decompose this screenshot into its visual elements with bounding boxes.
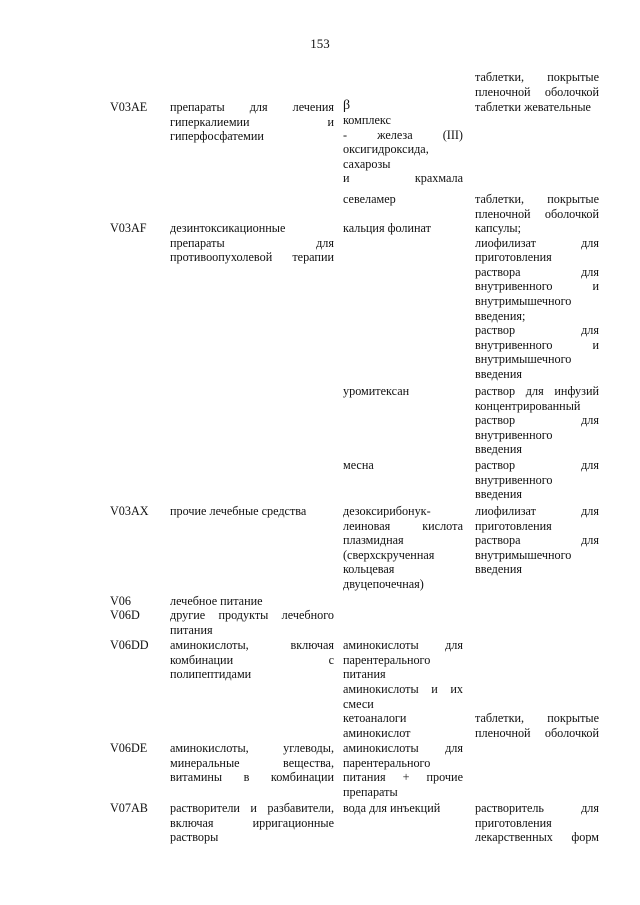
text-line: раствора для: [475, 264, 599, 279]
text-line: растворы: [170, 830, 219, 845]
drug-name-sevelamer: севеламер: [343, 192, 396, 206]
dosage-forms-water-for-injection: [475, 801, 599, 845]
dosage-forms-deoxyribonucleic-acid: [475, 504, 599, 577]
drug-name-amino-acids-mixtures: [343, 682, 463, 711]
atc-code-v06de: V06DE: [110, 741, 148, 755]
text-line: и крахмала: [343, 171, 463, 186]
text-line: внутривенного и: [475, 337, 599, 352]
text-line: раствор для: [475, 458, 599, 472]
text-line: леиновая кислота: [343, 518, 463, 533]
text-line: введения: [475, 366, 522, 381]
text-line: приготовления: [475, 815, 552, 830]
text-line: введения;: [475, 308, 526, 323]
text-line: двуцепочечная): [343, 576, 424, 591]
text-line: капсулы;: [475, 221, 521, 235]
top-dosage-form: [475, 70, 599, 99]
text-line: внутримышечного: [475, 293, 572, 308]
text-line: комплекс: [343, 113, 391, 127]
atc-code-v03ax: V03AX: [110, 504, 149, 518]
text-line: введения: [475, 562, 522, 577]
text-line: витамины в комбинации: [170, 770, 334, 785]
text-line: питания: [343, 667, 386, 682]
text-line: препараты: [343, 784, 398, 799]
text-line: внутривенного и: [475, 279, 599, 294]
atc-group-v03ae: [170, 100, 334, 144]
drug-name-mesna: месна: [343, 458, 374, 472]
atc-code-v03ae: V03AE: [110, 100, 148, 114]
text-line: полипептидами: [170, 667, 252, 682]
text-line: концентрированный: [475, 398, 581, 413]
text-line: растворители и разбавители,: [170, 801, 334, 815]
text-line: лиофилизат для: [475, 235, 599, 250]
text-line: пленочной оболочкой: [475, 206, 599, 221]
text-line: аминокислоты для: [343, 741, 463, 755]
atc-code-v03af: V03AF: [110, 221, 147, 235]
text-line: таблетки, покрытые: [475, 70, 599, 84]
text-line: включая ирригационные: [170, 815, 334, 830]
text-line: минеральные вещества,: [170, 755, 334, 770]
atc-code-v07ab: V07AB: [110, 801, 148, 815]
text-line: препараты для: [170, 235, 334, 250]
text-line: препараты для лечения: [170, 100, 334, 114]
dosage-forms-mesna: [475, 458, 599, 502]
text-line: введения: [475, 487, 522, 502]
text-line: раствор для: [475, 323, 599, 338]
drug-name-amino-acids-parenteral: [343, 638, 463, 682]
text-line: приготовления: [475, 518, 552, 533]
text-line: питания: [170, 622, 213, 637]
text-line: другие продукты лечебного: [170, 608, 334, 622]
drug-name-uromitexan: уромитексан: [343, 384, 410, 398]
text-line: β: [343, 98, 351, 113]
text-line: аминокислоты, включая: [170, 638, 334, 652]
text-line: раствора для: [475, 533, 599, 548]
text-line: (сверхскрученная: [343, 547, 435, 562]
text-line: внутривенного: [475, 472, 553, 487]
drug-name-amino-acids-combination: [343, 741, 463, 799]
text-line: внутримышечного: [475, 352, 572, 367]
drug-name-iron-complex: [343, 98, 463, 186]
dosage-form-sevelamer: [475, 192, 599, 221]
dosage-forms-calcium-folinate: [475, 221, 599, 382]
drug-name-ketoanalogues: [343, 711, 463, 740]
text-line: аминокислоты для: [343, 638, 463, 652]
drug-name-deoxyribonucleic-acid: [343, 504, 463, 592]
dosage-form-chewable: таблетки жевательные: [475, 100, 591, 114]
text-line: раствор для: [475, 413, 599, 428]
text-line: питания + прочие: [343, 770, 463, 785]
text-line: оксигидроксида,: [343, 142, 429, 157]
text-line: дезоксирибонук-: [343, 504, 431, 518]
text-line: таблетки, покрытые: [475, 711, 599, 725]
dosage-form-ketoanalogues: [475, 711, 599, 740]
atc-group-v06: лечебное питание: [170, 594, 263, 608]
text-line: - железа (III): [343, 127, 463, 142]
text-line: лекарственных форм: [475, 830, 599, 845]
text-line: пленочной оболочкой: [475, 725, 599, 740]
text-line: гиперкалиемии и: [170, 114, 334, 129]
text-line: плазмидная: [343, 533, 404, 548]
atc-group-v07ab: [170, 801, 334, 845]
text-line: введения: [475, 442, 522, 457]
drug-name-water-for-injection: вода для инъекций: [343, 801, 441, 815]
text-line: аминокислот: [343, 725, 411, 740]
text-line: парентерального: [343, 755, 431, 770]
text-line: аминокислоты, углеводы,: [170, 741, 334, 755]
text-line: внутривенного: [475, 427, 553, 442]
dosage-forms-uromitexan: [475, 384, 599, 457]
drug-name-calcium-folinate: кальция фолинат: [343, 221, 431, 235]
text-line: сахарозы: [343, 156, 391, 171]
text-line: кетоаналоги: [343, 711, 407, 725]
text-line: комбинации с: [170, 652, 334, 667]
text-line: дезинтоксикационные: [170, 221, 286, 235]
atc-group-v03af: [170, 221, 334, 265]
atc-code-v06d: V06D: [110, 608, 140, 622]
atc-code-v06dd: V06DD: [110, 638, 149, 652]
atc-code-v06: V06: [110, 594, 131, 608]
atc-group-v06d: [170, 608, 334, 637]
text-line: аминокислоты и их: [343, 682, 463, 696]
text-line: растворитель для: [475, 801, 599, 815]
text-line: внутримышечного: [475, 547, 572, 562]
text-line: кольцевая: [343, 562, 395, 577]
atc-group-v06de: [170, 741, 334, 785]
text-line: смеси: [343, 696, 374, 711]
page-number: 153: [310, 36, 330, 51]
text-line: пленочной оболочкой: [475, 84, 599, 99]
text-line: таблетки, покрытые: [475, 192, 599, 206]
text-line: приготовления: [475, 250, 552, 265]
text-line: противоопухолевой терапии: [170, 250, 334, 265]
text-line: парентерального: [343, 652, 431, 667]
text-line: раствор для инфузий: [475, 384, 599, 398]
text-line: гиперфосфатемии: [170, 129, 264, 144]
atc-group-v03ax: прочие лечебные средства: [170, 504, 307, 518]
text-line: лиофилизат для: [475, 504, 599, 518]
atc-group-v06dd: [170, 638, 334, 682]
